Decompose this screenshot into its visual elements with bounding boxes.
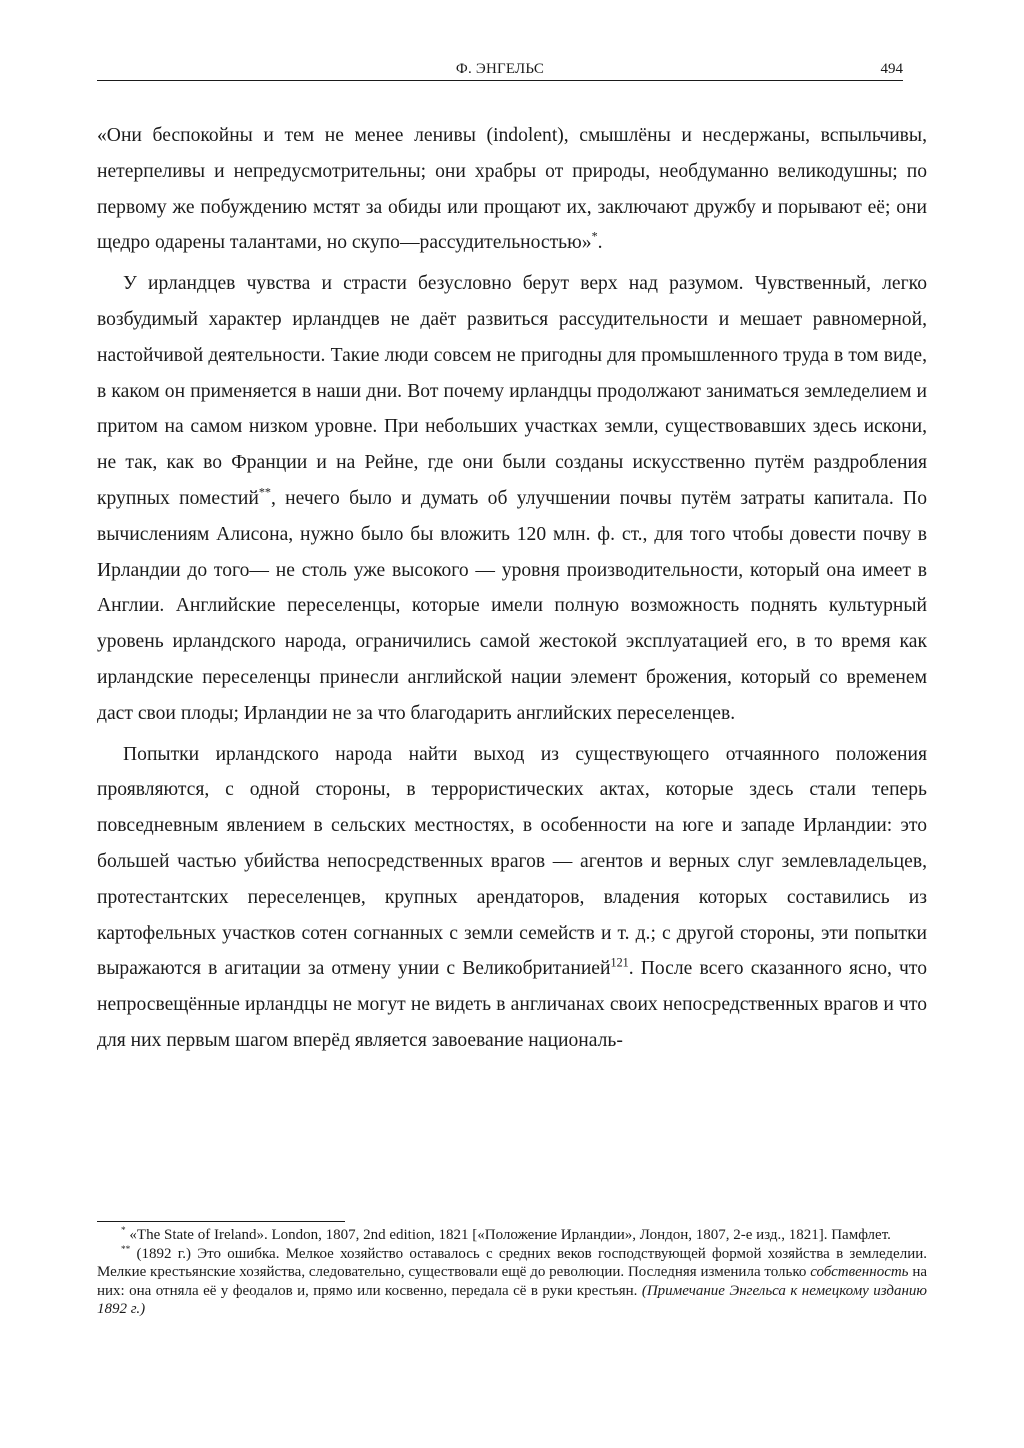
footnote-2-text-b: на них: она отняла её у феодалов и, прямо или косвенно, передала сё в руки крестьян. bbox=[97, 1264, 927, 1299]
footnote-1 bbox=[97, 1226, 927, 1245]
footnote-1-text: «The State of Ireland». London, 1807, 2nd edition, 1821 [«Положение Ирландии», Лондон, 1807, 2-е изд., 1821]. Памфлет. bbox=[125, 1227, 891, 1243]
footnote-2 bbox=[97, 1245, 927, 1319]
footnote-ref-1: * bbox=[591, 229, 598, 244]
footnote-1-mark: * bbox=[121, 1226, 126, 1236]
running-header bbox=[97, 60, 903, 81]
endnote-ref-121: 121 bbox=[610, 955, 629, 970]
footnote-2-mark: ** bbox=[121, 1244, 131, 1255]
paragraph-1-text: «Они беспокойны и тем не менее ленивы (indolent), смышлёны и несдержаны, вспыльчивы, нетерпеливы и непредусмотрительны; они храбры от природы, необдуманно великодушны; по первому же побуждению мстят за обиды или прощают их, заключают дружбу и порывают её; они щедро одарены талантами, но скупо—рассудительностью» bbox=[97, 125, 927, 254]
main-text bbox=[97, 118, 927, 1064]
paragraph-2 bbox=[97, 266, 927, 731]
paragraph-2-text-b: , нечего было и думать об улучшении почвы путём затраты капитала. По вычислениям Алисона, нужно было бы вложить 120 млн. ф. ст., для того чтобы довести почву в Ирландии до того— не столь уже высокого — уровня производительности, который она имеет в Англии. Английские переселенцы, которые имели полную возможность поднять культурный уровень ирландского народа, ограничились самой жестокой эксплуатацией его, в то время как ирландские переселенцы принесли английской нации элемент брожения, который со временем даст свои плоды; Ирландии не за что благодарить английских переселенцев. bbox=[97, 487, 927, 724]
paragraph-3 bbox=[97, 737, 927, 1059]
footnote-ref-2: ** bbox=[258, 485, 271, 500]
paragraph-3-text-b: . После всего сказанного ясно, что непросвещённые ирландцы не могут не видеть в англичанах своих непосредственных врагов и что для них первым шагом вперёд является завоевание националь- bbox=[97, 958, 928, 1051]
paragraph-3-text-a: Попытки ирландского народа найти выход из существующего отчаянного положения проявляются, с одной стороны, в террористических актах, которые здесь стали теперь повседневным явлением в сельских местностях, в особенности на юге и западе Ирландии: это большей частью убийства непосредственных врагов — агентов и верных слуг землевладельцев, протестантских переселенцев, крупных арендаторов, владения которых составились из картофельных участков сотен согнанных с земли семейств и т. д.; с другой стороны, эти попытки выражаются в агитации за отмену унии с Великобританией bbox=[97, 743, 927, 980]
footnote-2-emphasis: собственность bbox=[810, 1264, 909, 1280]
footnote-2-editor-note: (Примечание Энгельса к немецкому изданию 1892 г.) bbox=[97, 1282, 927, 1317]
running-header-author: Ф. ЭНГЕЛЬС bbox=[455, 61, 545, 77]
footnotes bbox=[97, 1226, 927, 1319]
page-number: 494 bbox=[880, 61, 903, 77]
footnote-separator bbox=[97, 1221, 345, 1222]
paragraph-2-text-a: У ирландцев чувства и страсти безусловно берут верх над разумом. Чувственный, легко возбудимый характер ирландцев не даёт развиться рассудительности и мешает равномерной, настойчивой деятельности. Такие люди совсем не пригодны для промышленного труда в том виде, в каком он применяется в наши дни. Вот почему ирландцы продолжают заниматься земледелием и притом на самом низком уровне. При небольших участках земли, существовавших здесь искони, не так, как во Франции и на Рейне, где они были созданы искусственно путём раздробления крупных поместий bbox=[97, 273, 927, 509]
paragraph-1 bbox=[97, 118, 927, 261]
paragraph-1-tail: . bbox=[597, 232, 603, 254]
footnote-2-text-a: (1892 г.) Это ошибка. Мелкое хозяйство оставалось с средних веков господствующей формой хозяйства в земледелии. Мелкие крестьянские хозяйства, следовательно, существовали ещё до революции. Последняя изменила только bbox=[97, 1245, 927, 1280]
